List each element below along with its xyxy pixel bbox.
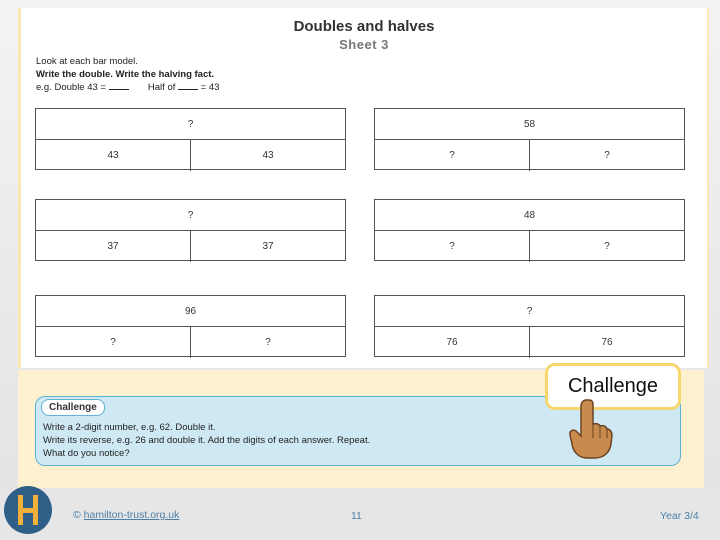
challenge-line-2: Write its reverse, e.g. 26 and double it. Add the digits of each answer. Repeat. xyxy=(43,435,371,446)
bar-part-right[interactable]: ? xyxy=(190,327,345,358)
bar-part-right[interactable]: ? xyxy=(529,231,684,262)
pointing-hand-icon xyxy=(565,398,613,460)
bar-part-left[interactable]: ? xyxy=(449,241,455,252)
copyright-symbol: © xyxy=(73,509,81,521)
example-blank-2 xyxy=(178,89,198,90)
bar-part-left[interactable]: ? xyxy=(110,337,116,348)
instruction-example xyxy=(36,81,219,94)
example-part-a: e.g. Double 43 = xyxy=(36,82,109,93)
page-number: 11 xyxy=(351,510,362,522)
bar-model-6 xyxy=(374,295,685,357)
bar-part-left[interactable]: 37 xyxy=(107,241,119,252)
bar-whole[interactable]: ? xyxy=(36,200,345,231)
copyright xyxy=(73,509,179,521)
bar-model-5 xyxy=(35,295,346,357)
example-part-b: Half of xyxy=(147,82,179,93)
bar-whole[interactable]: ? xyxy=(375,296,684,327)
bar-whole[interactable]: 96 xyxy=(36,296,345,327)
bar-whole[interactable]: 58 xyxy=(375,109,684,140)
bar-whole[interactable]: ? xyxy=(36,109,345,140)
year-label: Year 3/4 xyxy=(660,510,699,522)
bar-model-2 xyxy=(374,108,685,170)
hamilton-logo xyxy=(3,484,53,536)
instruction-line-1: Look at each bar model. xyxy=(36,56,138,67)
hamilton-trust-link[interactable]: hamilton-trust.org.uk xyxy=(83,509,180,521)
worksheet-subtitle: Sheet 3 xyxy=(339,37,389,52)
bar-part-right[interactable]: 76 xyxy=(529,327,684,358)
bar-part-left[interactable]: 43 xyxy=(107,150,119,161)
bar-part-left[interactable]: ? xyxy=(449,150,455,161)
bar-whole[interactable]: 48 xyxy=(375,200,684,231)
example-part-c: = 43 xyxy=(198,82,220,93)
challenge-line-3: What do you notice? xyxy=(43,448,130,459)
worksheet-title: Doubles and halves xyxy=(293,18,435,35)
challenge-button[interactable]: Challenge xyxy=(545,363,681,410)
bar-model-4 xyxy=(374,199,685,261)
bar-part-right[interactable]: 43 xyxy=(190,140,345,171)
bar-model-1 xyxy=(35,108,346,170)
example-blank-1 xyxy=(109,89,129,90)
bar-part-right[interactable]: 37 xyxy=(190,231,345,262)
challenge-line-1: Write a 2-digit number, e.g. 62. Double it. xyxy=(43,422,216,433)
instruction-line-2: Write the double. Write the halving fact. xyxy=(36,69,215,80)
bar-model-3 xyxy=(35,199,346,261)
bar-part-right[interactable]: ? xyxy=(529,140,684,171)
bar-part-left[interactable]: 76 xyxy=(446,337,458,348)
challenge-tag: Challenge xyxy=(41,399,105,416)
